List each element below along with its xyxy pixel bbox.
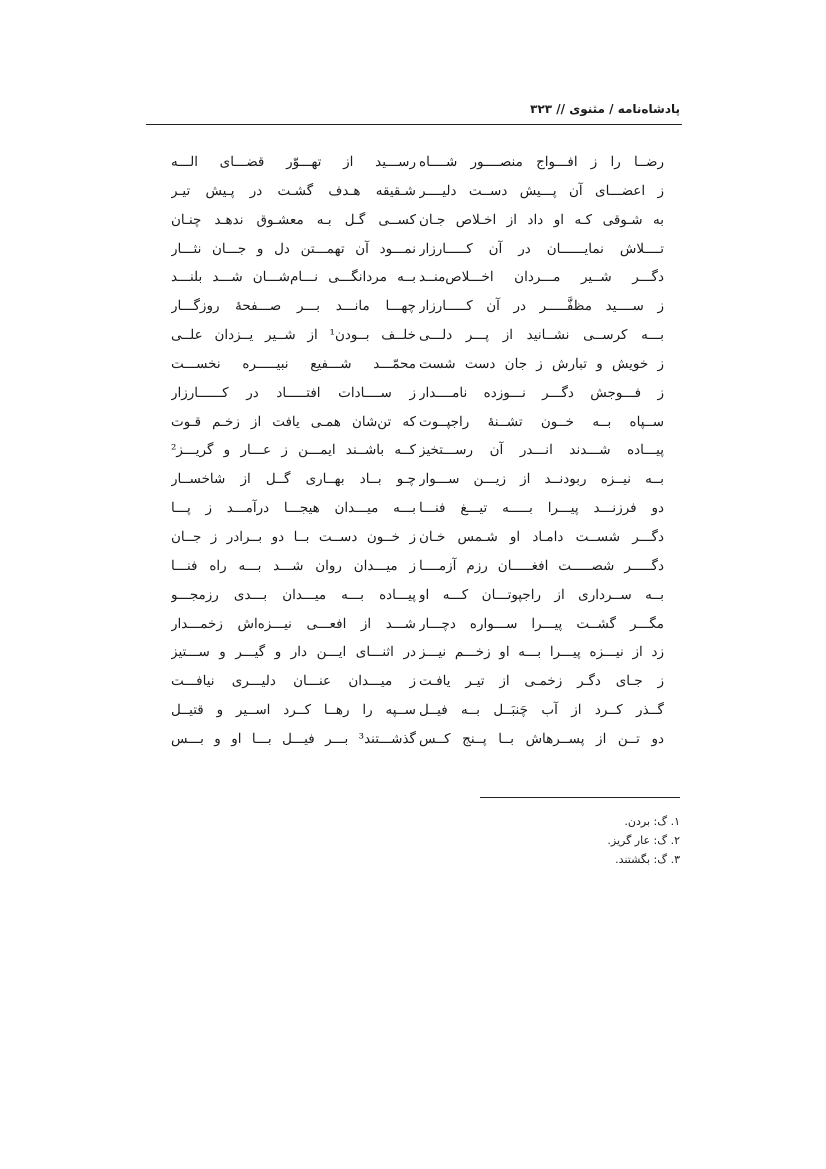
verse-line: دگـــر شســت دامـاد او شـمس خـان [419,528,664,545]
verse-line: که تن‌شان همـی یافت از زخـم قـوت [171,413,416,430]
verse-line: رســـید از تهـــوّر قضـــای الـــه [171,154,416,170]
footnote: ۱. گ: بردن. [624,815,680,828]
verse-line: زد از نیـــزه پیـــرا بـــه او زخـــم نیـــز [419,644,664,661]
verse-line: بــه ســرداری از راجپوتـــان کـــه او [419,586,664,603]
verse-line: به شـوقی کـه او داد از اخـلاص جـان [419,211,664,228]
verse-line: بــه نیــزه ربودنــد از زیـــن ســـوار [419,471,664,488]
verse-line: پیـــاده بـــه میـــدان بـــدی رزمجـــو [171,586,416,603]
footnote: ۲. گ: عار گریز. [607,834,680,847]
verse-line: تــــلاش نمایــــــان در آن کـــــارزار [419,240,664,257]
verse-line: ز فـــوجش دگـــر نـــوزده نامــــدار [419,384,664,401]
poem-body [146,148,682,768]
verse-line: شـقیقه هـدف گشـت در پـیش تیـر [171,182,416,199]
verse-line: دگـــر شــیر مـــردان اخـــلاص‌منــد [419,269,664,286]
footnote: ۳. گ: بگشتند. [615,853,680,866]
verse-line: مگـــر گشــت پیـــرا ســـواره دچـــار [419,615,664,632]
verse-line: نمـــود آن تهمـــتن دل و جـــان نثـــار [171,240,416,257]
verse-line: دو فرزنـــد پیـــرا بـــــه تیـــغ فنـــا [419,500,664,517]
verse-line: ســپه را رهــا کــرد اســیر و قتیــل [171,702,416,719]
verse-line: گذشـــتند³ بـــر فیـــل بـــا او و بـــس [171,730,416,747]
header-rule [146,124,682,125]
footnote-rule [480,797,680,798]
verse-line: بــه مردانگـــی نـــام‌شـــان شـــد بلنـــد [171,269,416,286]
verse-line: ز ســــادات افتـــــاد در کــــــارزار [171,384,416,401]
verse-line: محمّـــد شـــفیع نبیـــــره نخســـت [171,355,416,372]
verse-line: کســی گـل بـه معشـوق ندهـد چنـان [171,211,416,228]
verse-line: دگـــــر شصـــــت افغـــــان رزم آزمــــا [419,557,664,574]
verse-line: بـــه میـــدان هیجـــا درآمـــد ز پـــا [171,500,416,517]
verse-line: گــذر کــرد از آب چَنبَــل بــه فیــل [419,702,664,719]
verse-line: ز خویش و تبارش ز جان دست شست [419,355,664,372]
verse-line: ز جـای دگـر زخمـی از تیـر یافـت [419,673,664,690]
verse-line: کــه باشــند ایمـــن ز عـــار و گریـــز² [171,442,416,459]
verse-line: بـــه کرســی نشــانید از پـــر دلـــی [419,327,664,344]
verse-line: شـــد از افعـــی نیـــزه‌اش زخمـــدار [171,615,416,632]
verse-line: ز اعضـــای آن پـــیش دســت دلیــــر [419,182,664,199]
verse-line: رضــا را ز افـــواج منصــــور شــــاه [419,154,664,170]
verse-line: ز خــون دســت بــا دو بــرادر ز جــان [171,528,416,545]
poem-left-column [171,148,416,754]
verse-line: چـو بــاد بهــاری گــل از شاخســار [171,471,416,488]
running-header [144,102,680,116]
verse-line: ســپاه بــه خــون تشــنهٔ راجپــوت [419,413,664,430]
header-text: پادشاه‌نامه / مثنوی // ۳۲۳ [530,102,680,116]
verse-line: ز میـــدان روان شـــد بـــه راه فنـــا [171,557,416,574]
verse-line: چهـــا مانـــد بـــر صـــفحهٔ روزگـــار [171,298,416,315]
footnotes [380,812,680,869]
poem-right-column [419,148,664,754]
verse-line: ز ســــید مظفَّـــــر در آن کـــــارزار [419,298,664,315]
verse-line: پیـــاده شـــدند انـــدر آن رســـتخیز [419,442,664,459]
verse-line: خلــف بــودن¹ از شــیر یــزدان علــی [171,327,416,344]
verse-line: دو تــن از پســرهاش بــا پــنج کــس [419,730,664,747]
verse-line: در اثنـــای ایـــن دار و گیـــر و ســـتیز [171,644,416,661]
verse-line: ز میـــدان عنـــان دلیـــری نیافـــت [171,673,416,690]
